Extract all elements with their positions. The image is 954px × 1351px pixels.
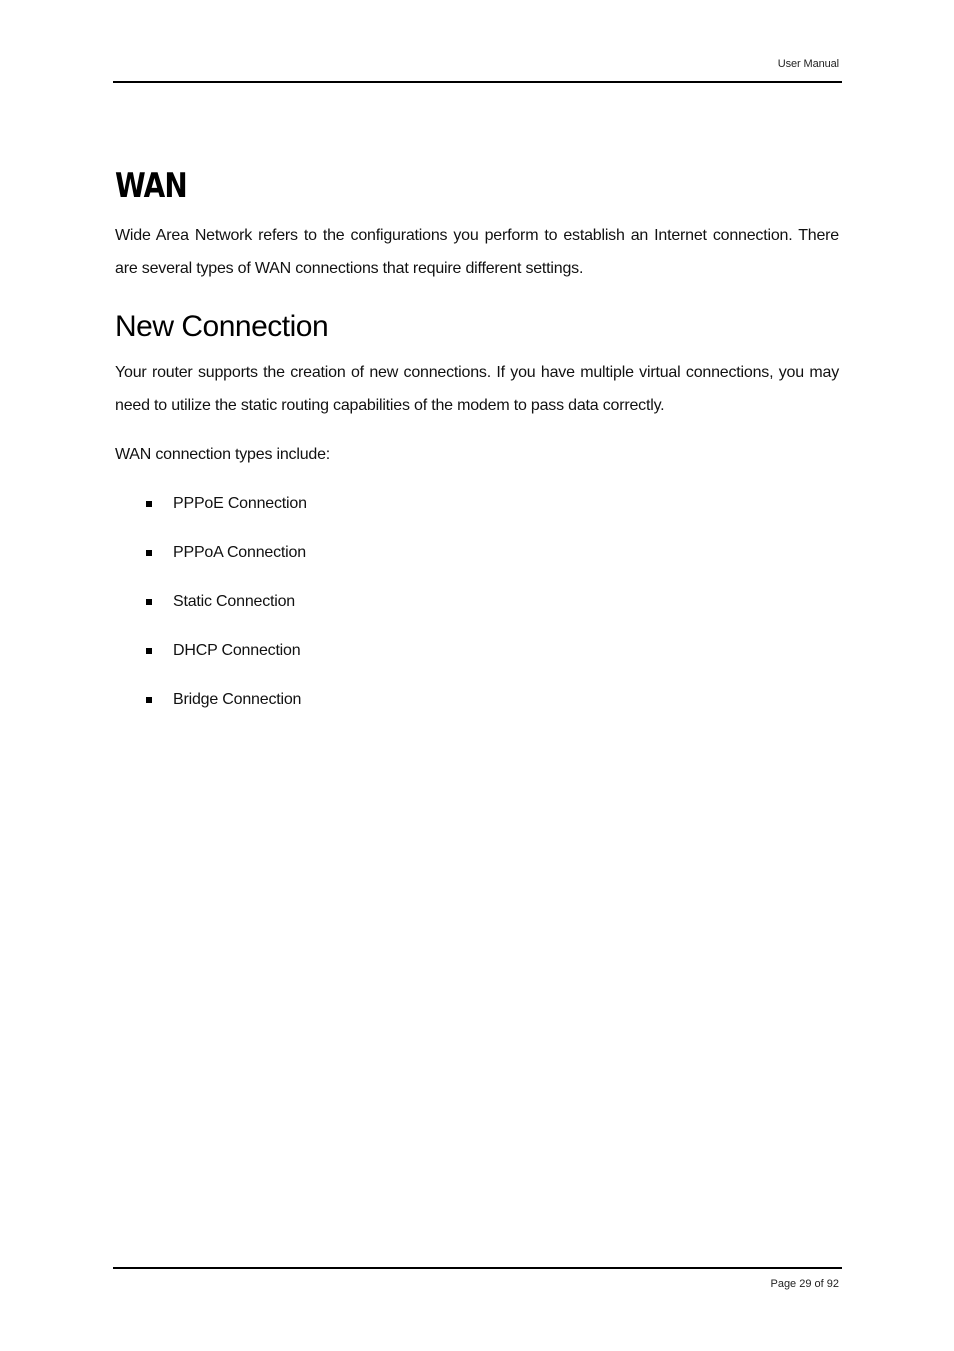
new-connection-heading: New Connection — [115, 310, 329, 343]
list-item — [115, 585, 839, 618]
list-item-label: Static Connection — [173, 593, 296, 610]
list-item — [115, 683, 839, 716]
connection-types-intro: WAN connection types include: — [115, 446, 331, 463]
list-item-label: DHCP Connection — [173, 642, 301, 659]
footer-divider — [113, 1267, 842, 1269]
list-item — [115, 487, 839, 520]
wan-heading: WAN — [115, 166, 187, 206]
page-number: Page 29 of 92 — [770, 1278, 839, 1290]
list-item — [115, 536, 839, 569]
square-bullet-icon — [146, 501, 152, 507]
header-divider — [113, 81, 842, 83]
square-bullet-icon — [146, 550, 152, 556]
list-item-label: Bridge Connection — [173, 691, 302, 708]
list-item — [115, 634, 839, 667]
square-bullet-icon — [146, 648, 152, 654]
connection-type-list — [115, 487, 839, 716]
square-bullet-icon — [146, 599, 152, 605]
page-content — [115, 160, 839, 732]
wan-intro-paragraph: Wide Area Network refers to the configurations you perform to establish an Internet connection. There are several types of WAN connections that require different settings. — [115, 227, 839, 277]
list-item-label: PPPoE Connection — [173, 495, 307, 512]
header-title: User Manual — [777, 58, 839, 70]
square-bullet-icon — [146, 697, 152, 703]
new-connection-paragraph: Your router supports the creation of new connections. If you have multiple virtual connections, you may need to utilize the static routing capabilities of the modem to pass data correctly. — [115, 364, 839, 414]
list-item-label: PPPoA Connection — [173, 544, 306, 561]
